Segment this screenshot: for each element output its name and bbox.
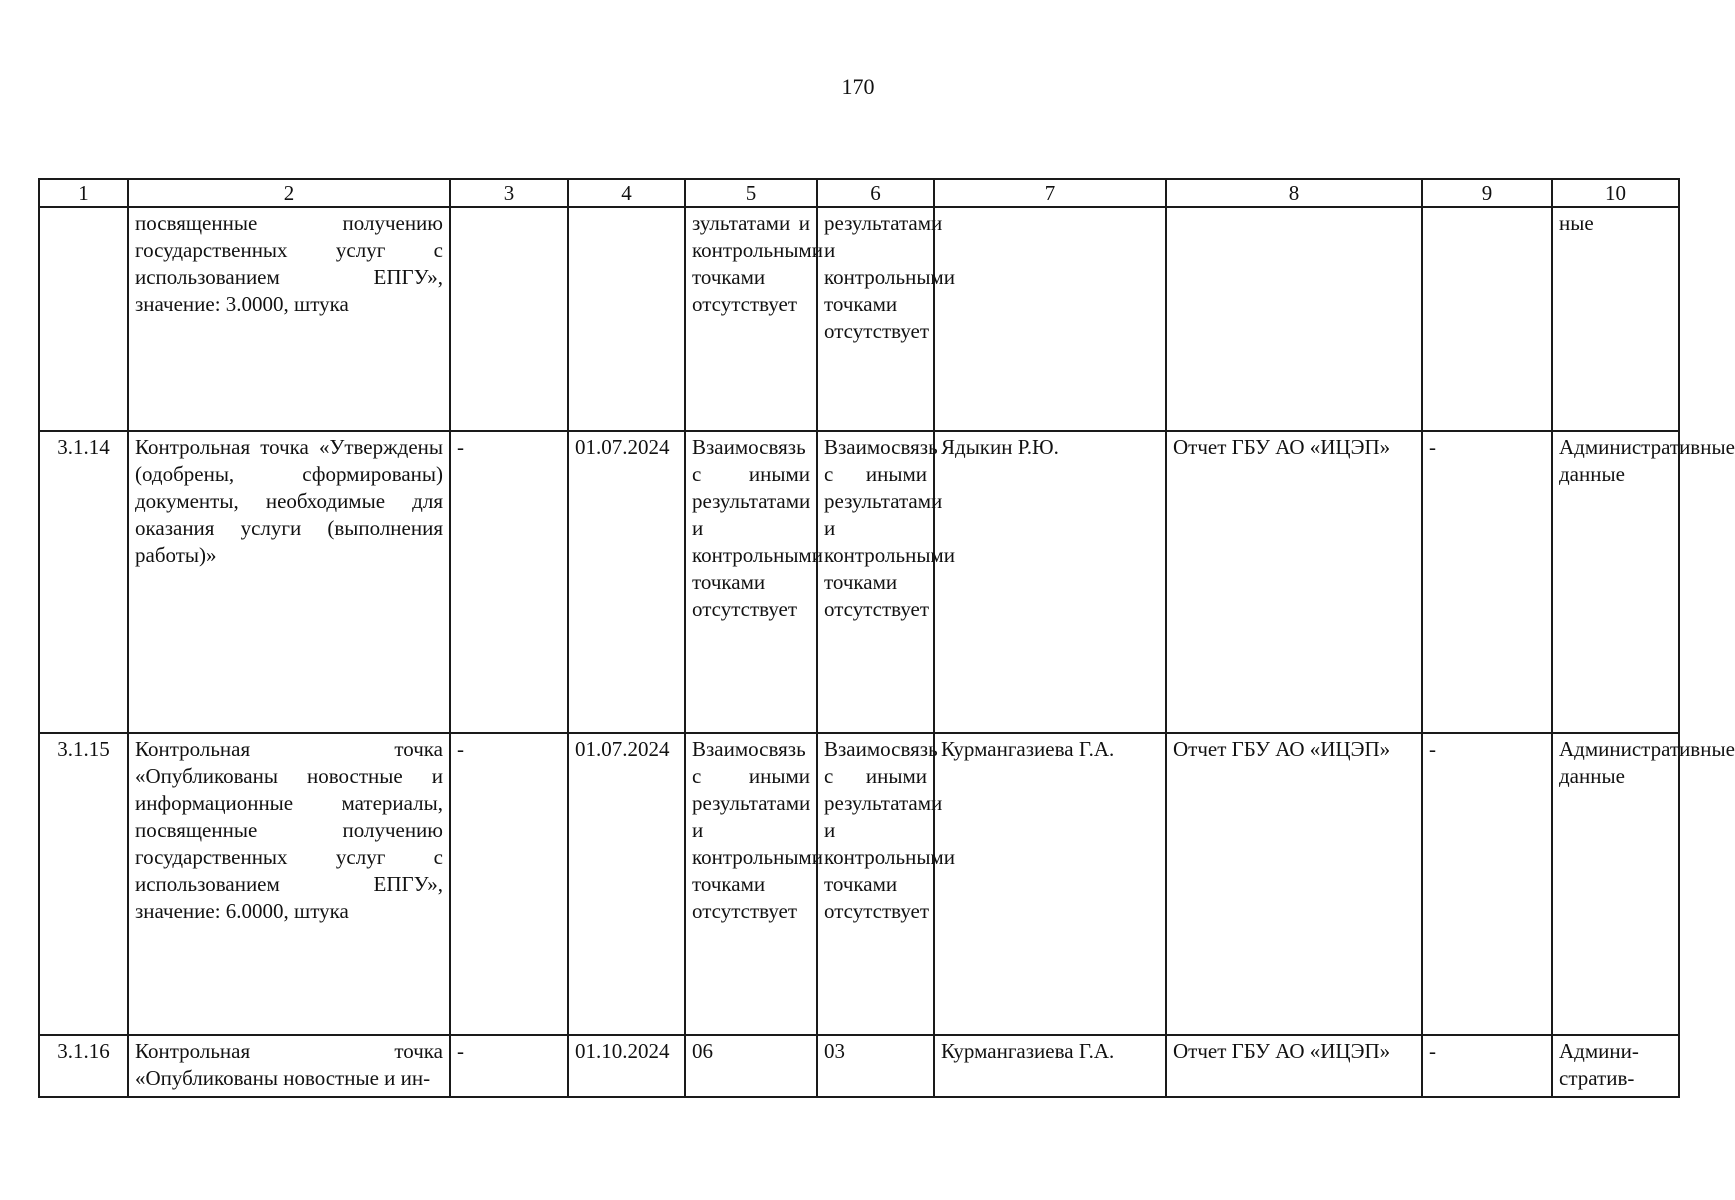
cell-col9 (1422, 207, 1552, 431)
table-row (39, 431, 1679, 733)
data-source: Административные данные (1552, 431, 1679, 733)
relation-cell: 03 (817, 1035, 934, 1097)
report-document (1166, 207, 1422, 431)
control-point-name: Контрольная точка «Утверждены (одобрены, сформированы) документы, необходимые для оказания услуги (выполнения работы)» (128, 431, 450, 733)
relation-cell: Взаимосвязь с иными результатами и контрольными точками отсутствует (817, 431, 934, 733)
column-header: 1 (39, 179, 128, 207)
row-number (39, 207, 128, 431)
report-document: Отчет ГБУ АО «ИЦЭП» (1166, 431, 1422, 733)
column-header: 7 (934, 179, 1166, 207)
column-header: 4 (568, 179, 685, 207)
column-header: 2 (128, 179, 450, 207)
report-document: Отчет ГБУ АО «ИЦЭП» (1166, 733, 1422, 1035)
data-source: Административ- (1552, 1035, 1679, 1097)
column-header: 9 (1422, 179, 1552, 207)
relation-cell: результатами и контрольными точками отсутствует (817, 207, 934, 431)
column-header: 6 (817, 179, 934, 207)
column-header: 5 (685, 179, 817, 207)
table-row (39, 207, 1679, 431)
due-date: 01.07.2024 (568, 733, 685, 1035)
table-row (39, 1035, 1679, 1097)
cell-col3: - (450, 1035, 568, 1097)
table-row (39, 733, 1679, 1035)
cell-col9: - (1422, 431, 1552, 733)
table-header-row (39, 179, 1679, 207)
due-date (568, 207, 685, 431)
page-number: 170 (841, 74, 875, 99)
responsible-person: Курмангазиева Г.А. (934, 1035, 1166, 1097)
control-point-name: Контрольная точка «Опубликованы новостные и информационные материалы, посвященные получению государственных услуг с использованием ЕПГУ», значение: 6.0000, штука (128, 733, 450, 1035)
responsible-person (934, 207, 1166, 431)
column-header: 10 (1552, 179, 1679, 207)
column-header: 8 (1166, 179, 1422, 207)
responsible-person: Курмангазиева Г.А. (934, 733, 1166, 1035)
data-source: Административные данные (1552, 733, 1679, 1035)
relation-cell: Взаимосвязь с иными результатами и контрольными точками отсутствует (817, 733, 934, 1035)
row-number: 3.1.15 (39, 733, 128, 1035)
relation-cell: Взаимосвязь с иными результатами и контрольными точками отсутствует (685, 733, 817, 1035)
control-points-table (38, 178, 1735, 1098)
row-number: 3.1.14 (39, 431, 128, 733)
report-document: Отчет ГБУ АО «ИЦЭП» (1166, 1035, 1422, 1097)
relation-cell: 06 (685, 1035, 817, 1097)
due-date: 01.07.2024 (568, 431, 685, 733)
responsible-person: Ядыкин Р.Ю. (934, 431, 1166, 733)
data-source: ные (1552, 207, 1679, 431)
relation-cell: зультатами и контрольными точками отсутствует (685, 207, 817, 431)
cell-col3: - (450, 733, 568, 1035)
cell-col9: - (1422, 733, 1552, 1035)
cell-col3: - (450, 431, 568, 733)
cell-col3 (450, 207, 568, 431)
column-header: 3 (450, 179, 568, 207)
cell-col9: - (1422, 1035, 1552, 1097)
row-number: 3.1.16 (39, 1035, 128, 1097)
due-date: 01.10.2024 (568, 1035, 685, 1097)
control-point-name: Контрольная точка «Опубликованы новостные и ин- (128, 1035, 450, 1097)
relation-cell: Взаимосвязь с иными результатами и контрольными точками отсутствует (685, 431, 817, 733)
control-point-name: посвященные получению государственных услуг с использованием ЕПГУ», значение: 3.0000, штука (128, 207, 450, 431)
